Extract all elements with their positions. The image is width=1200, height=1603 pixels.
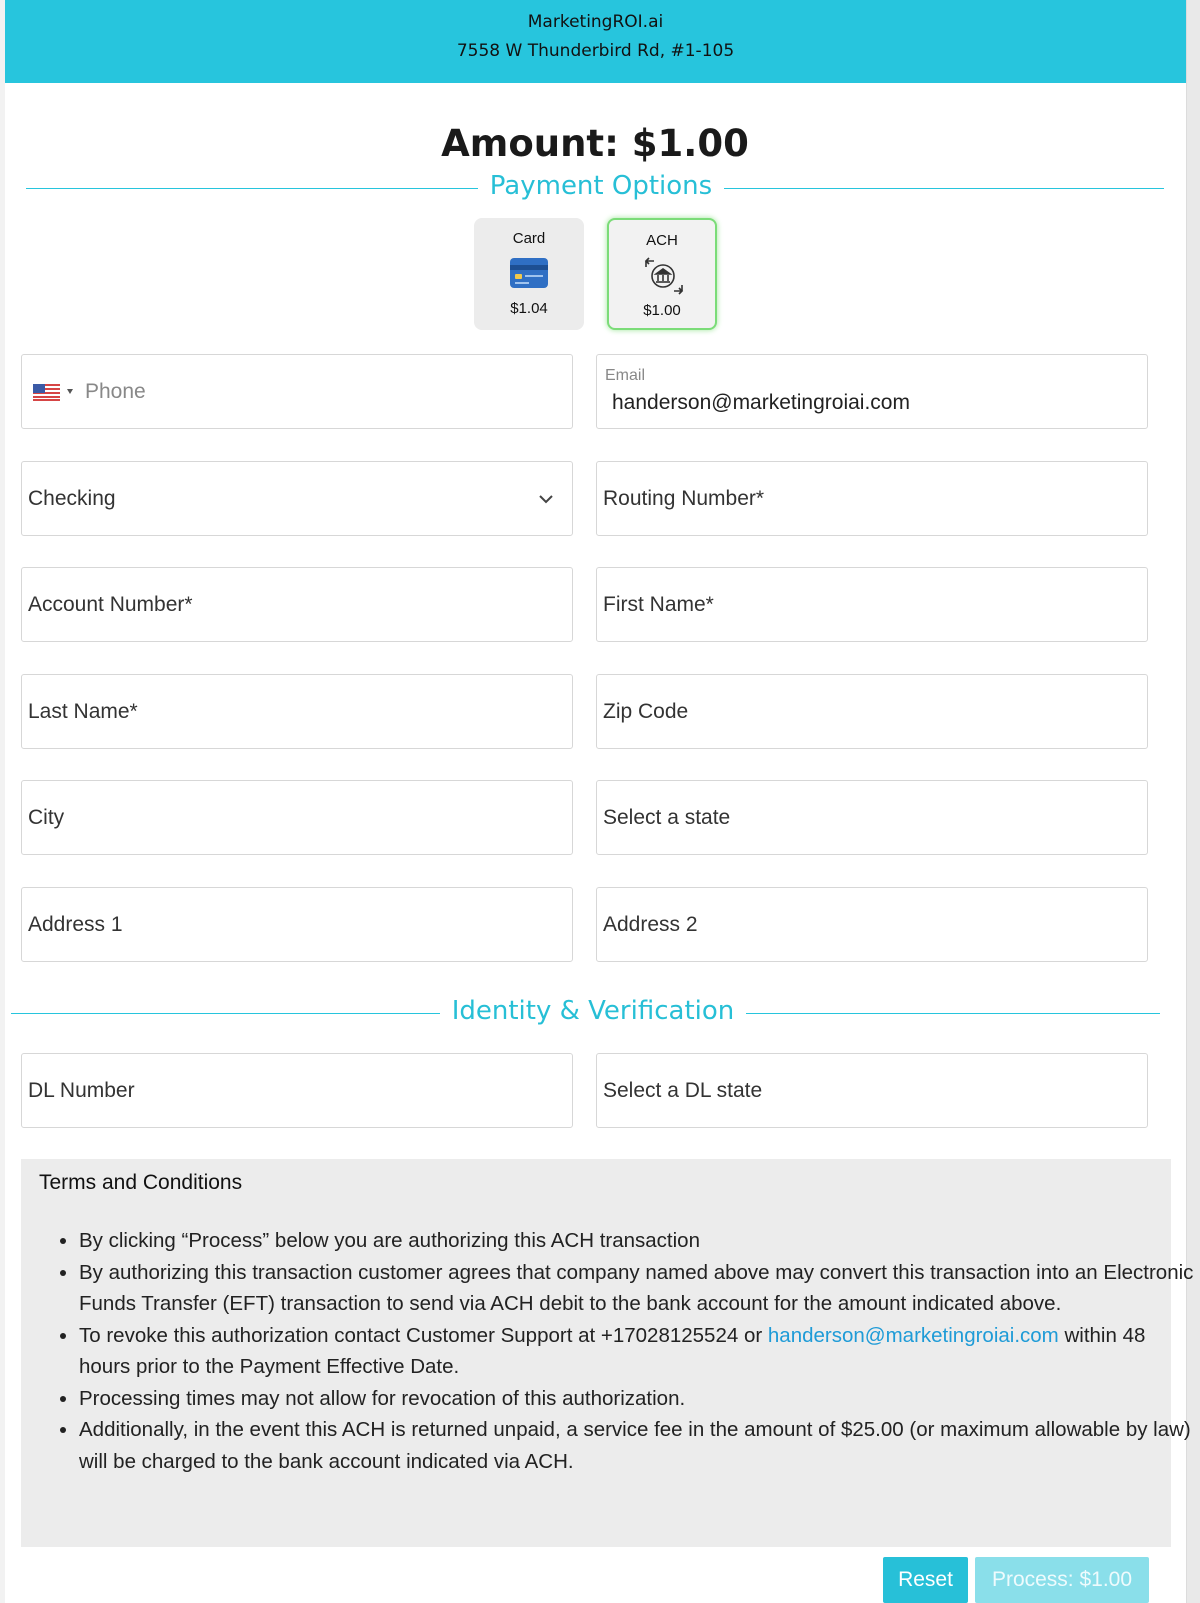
dl-state-placeholder: Select a DL state — [603, 1079, 763, 1102]
payment-option-card[interactable] — [474, 218, 584, 330]
terms-title: Terms and Conditions — [39, 1171, 243, 1194]
address2-placeholder: Address 2 — [603, 913, 698, 936]
last-name-field[interactable] — [21, 674, 573, 749]
merchant-address: 7558 W Thunderbird Rd, #1-105 — [456, 41, 735, 61]
routing-number-placeholder: Routing Number* — [603, 487, 765, 510]
account-type-value: Checking — [28, 487, 116, 510]
country-caret-icon[interactable] — [67, 389, 73, 394]
support-email-link[interactable]: handerson@marketingroiai.com — [767, 1323, 1059, 1347]
us-flag-icon[interactable] — [33, 384, 60, 401]
routing-number-field[interactable] — [596, 461, 1148, 536]
terms-item — [79, 1320, 1194, 1383]
zip-code-field[interactable] — [596, 674, 1148, 749]
terms-item: • By authorizing this transaction customer agrees that company named above may convert this transaction into an Electronic Funds Transfer (EFT) transaction to send via ACH debit to the bank account for the amount indicated above. — [79, 1257, 1194, 1320]
identity-title: Identity & Verification — [440, 996, 746, 1026]
state-placeholder: Select a state — [603, 806, 731, 829]
address2-field[interactable] — [596, 887, 1148, 962]
terms-item-text: To revoke this authorization contact Customer Support at +17028125524 or — [79, 1323, 763, 1347]
phone-field[interactable] — [21, 354, 573, 429]
address1-placeholder: Address 1 — [28, 913, 123, 936]
address1-field[interactable] — [21, 887, 573, 962]
card-option-price: $1.04 — [510, 300, 548, 317]
chevron-down-icon — [538, 492, 554, 504]
ach-option-price: $1.00 — [643, 302, 681, 319]
card-option-label: Card — [512, 230, 546, 247]
terms-item: • By clicking “Process” below you are authorizing this ACH transaction — [79, 1225, 1194, 1257]
page-left-edge — [0, 0, 5, 1603]
email-label: Email — [605, 367, 646, 384]
ach-option-label: ACH — [646, 232, 678, 249]
city-placeholder: City — [28, 806, 65, 829]
merchant-header — [5, 0, 1186, 83]
account-number-placeholder: Account Number* — [28, 593, 193, 616]
terms-item: • Processing times may not allow for revocation of this authorization. — [79, 1383, 1194, 1415]
account-type-select[interactable] — [21, 461, 573, 536]
first-name-field[interactable] — [596, 567, 1148, 642]
first-name-placeholder: First Name* — [603, 593, 714, 616]
process-button[interactable]: Process: $1.00 — [975, 1557, 1149, 1603]
last-name-placeholder: Last Name* — [28, 700, 138, 723]
email-value: handerson@marketingroiai.com — [612, 391, 910, 414]
dl-number-placeholder: DL Number — [28, 1079, 135, 1102]
city-field[interactable] — [21, 780, 573, 855]
amount-title: Amount: $1.00 — [441, 122, 749, 165]
terms-item-text: within 48 hours prior to the Payment Effective Date. — [79, 1323, 1146, 1378]
terms-list — [41, 1225, 1194, 1477]
payment-option-ach[interactable] — [607, 218, 717, 330]
email-field[interactable] — [596, 354, 1148, 429]
state-select[interactable] — [596, 780, 1148, 855]
terms-and-conditions — [21, 1159, 1194, 1547]
dl-number-field[interactable] — [21, 1053, 573, 1128]
account-number-field[interactable] — [21, 567, 573, 642]
zip-code-placeholder: Zip Code — [603, 700, 689, 723]
credit-card-icon — [507, 254, 551, 294]
terms-item: • Additionally, in the event this ACH is returned unpaid, a service fee in the amount of $25.00 (or maximum allowable by law) will be charged to the bank account indicated via ACH. — [79, 1414, 1194, 1477]
payment-options-title: Payment Options — [478, 171, 724, 201]
phone-placeholder: Phone — [85, 380, 146, 403]
dl-state-select[interactable] — [596, 1053, 1148, 1128]
reset-button[interactable]: Reset — [883, 1557, 968, 1603]
merchant-name: MarketingROI.ai — [527, 12, 664, 32]
bank-transfer-icon — [642, 256, 686, 296]
